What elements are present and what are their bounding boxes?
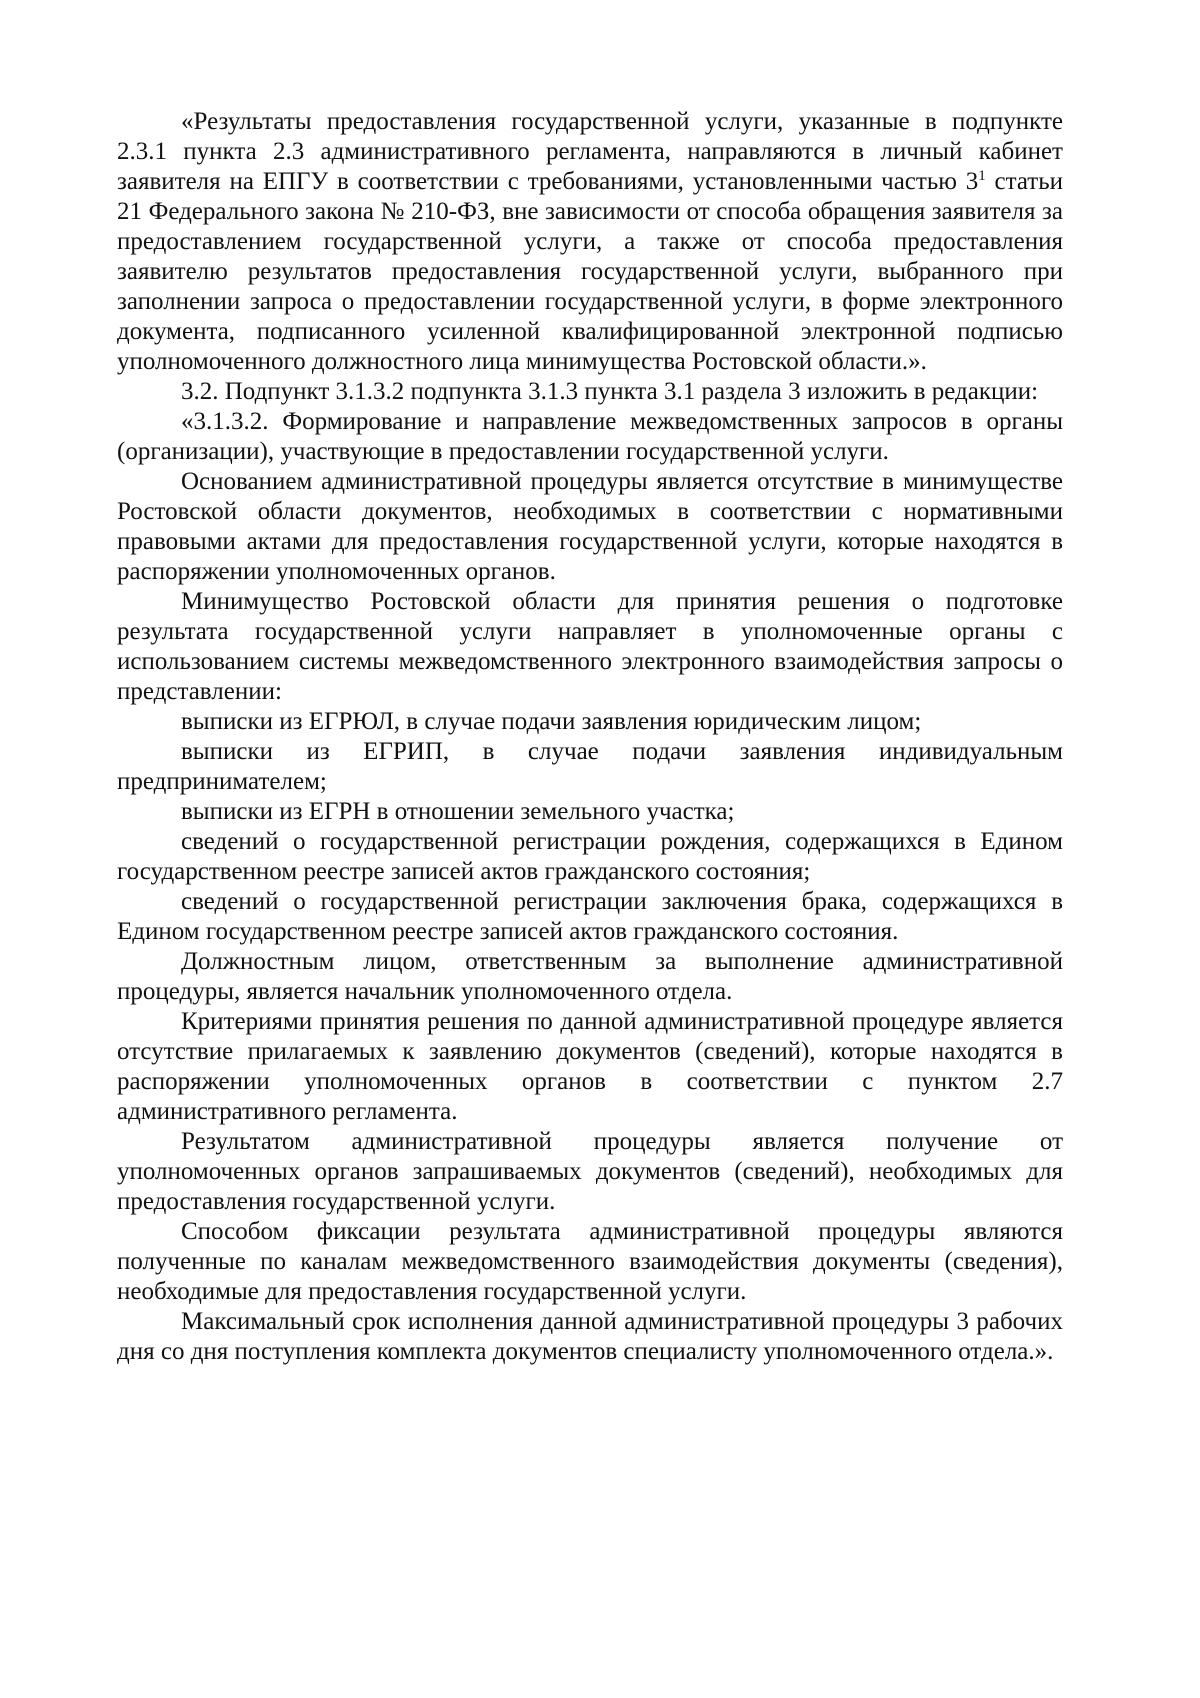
list-item-egrul: выписки из ЕГРЮЛ, в случае подачи заявления юридическим лицом; xyxy=(181,708,922,735)
paragraph-responsible-official: Должностным лицом, ответственным за выполнение административной процедуры, является начальник уполномоченного отдела. xyxy=(117,948,1063,1005)
list-item-egrn: выписки из ЕГРН в отношении земельного участка; xyxy=(181,798,735,825)
list-item-marriage-registration: сведений о государственной регистрации заключения брака, содержащихся в Едином государственном реестре записей актов гражданского состояния. xyxy=(117,888,1063,945)
document-page xyxy=(117,107,1063,1367)
superscript-note: 1 xyxy=(978,168,986,184)
list-item-egrip: выписки из ЕГРИП, в случае подачи заявления индивидуальным предпринимателем; xyxy=(117,738,1063,795)
paragraph-amendment-heading: 3.2. Подпункт 3.1.3.2 подпункта 3.1.3 пункта 3.1 раздела 3 изложить в редакции: xyxy=(181,378,1039,405)
paragraph-result: Результатом административной процедуры является получение от уполномоченных органов запрашиваемых документов (сведений), необходимых для предоставления государственной услуги. xyxy=(117,1128,1063,1215)
paragraph-basis: Основанием административной процедуры является отсутствие в минимуществе Ростовской области документов, необходимых в соответствии с нормативными правовыми актами для предоставления государственной услуги, которые находятся в распоряжении уполномоченных органов. xyxy=(117,468,1063,585)
paragraph-max-term: Максимальный срок исполнения данной административной процедуры 3 рабочих дня со дня поступления комплекта документов специалисту уполномоченного отдела.». xyxy=(117,1308,1063,1365)
paragraph-requests: Минимущество Ростовской области для принятия решения о подготовке результата государственной услуги направляет в уполномоченные органы с использованием системы межведомственного электронного взаимодействия запросы о представлении: xyxy=(117,588,1063,705)
paragraph-text: «Результаты предоставления государственной услуги, указанные в подпункте 2.3.1 пункта 2.3 административного регламента, направляются в личный кабинет заявителя на ЕПГУ в соответствии с требованиями, установленными частью 3 xyxy=(117,108,1063,195)
paragraph-decision-criteria: Критериями принятия решения по данной административной процедуре является отсутствие прилагаемых к заявлению документов (сведений), которые находятся в распоряжении уполномоченных органов в соответствии с пунктом 2.7 административного регламента. xyxy=(117,1008,1063,1125)
paragraph-subclause-title: «3.1.3.2. Формирование и направление межведомственных запросов в органы (организации), участвующие в предоставлении государственной услуги. xyxy=(117,408,1063,465)
paragraph-text: статьи 21 Федерального закона № 210-ФЗ, вне зависимости от способа обращения заявителя за предоставлением государственной услуги, а также от способа предоставления заявителю результатов предоставления государственной услуги, выбранного при заполнении запроса о предоставлении государственной услуги, в форме электронного документа, подписанного усиленной квалифицированной электронной подписью уполномоченного должностного лица минимущества Ростовской области.». xyxy=(117,168,1063,375)
paragraph-results-ledger xyxy=(117,107,1063,377)
list-item-birth-registration: сведений о государственной регистрации рождения, содержащихся в Едином государственном реестре записей актов гражданского состояния; xyxy=(117,828,1063,885)
paragraph-fixation-method: Способом фиксации результата административной процедуры являются полученные по каналам межведомственного взаимодействия документы (сведения), необходимые для предоставления государственной услуги. xyxy=(117,1218,1063,1305)
